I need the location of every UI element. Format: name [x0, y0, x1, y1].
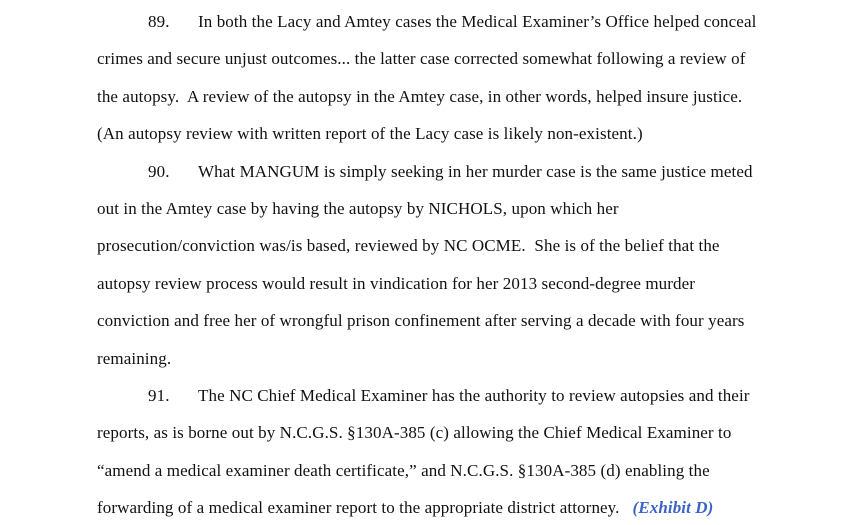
document-text-block — [97, 3, 762, 525]
document-line — [97, 489, 762, 525]
paragraph-text: In both the Lacy and Amtey cases the Medical Examiner’s Office helped conceal — [198, 12, 757, 31]
document-line: reports, as is borne out by N.C.G.S. §130A-385 (c) allowing the Chief Medical Examiner to — [97, 423, 732, 443]
document-line: out in the Amtey case by having the autopsy by NICHOLS, upon which her — [97, 198, 619, 218]
exhibit-d-link[interactable]: (Exhibit D) — [632, 498, 714, 518]
paragraph-number: 89. — [148, 12, 170, 31]
document-line: autopsy review process would result in vindication for her 2013 second-degree murder — [97, 273, 696, 293]
paragraph-text: forwarding of a medical examiner report to the appropriate district attorney. — [97, 498, 620, 518]
paragraph-91 — [97, 377, 762, 525]
paragraph-89 — [97, 3, 762, 153]
document-line — [97, 3, 762, 40]
paragraph-text: The NC Chief Medical Examiner has the authority to review autopsies and their — [198, 385, 750, 405]
document-line: “amend a medical examiner death certificate,” and N.C.G.S. §130A-385 (d) enabling the — [97, 460, 710, 480]
paragraph-number: 91. — [148, 385, 170, 405]
document-line — [97, 153, 762, 190]
paragraph-number: 90. — [148, 161, 170, 181]
document-line — [97, 377, 762, 414]
document-line: crimes and secure unjust outcomes... the latter case corrected somewhat following a review of — [97, 49, 746, 69]
document-line: prosecution/conviction was/is based, reviewed by NC OCME. She is of the belief that the — [97, 236, 720, 256]
document-line: the autopsy. A review of the autopsy in the Amtey case, in other words, helped insure justice. — [97, 86, 743, 106]
document-line: conviction and free her of wrongful prison confinement after serving a decade with four years — [97, 311, 745, 331]
paragraph-90 — [97, 153, 762, 377]
document-line: (An autopsy review with written report of the Lacy case is likely non-existent.) — [97, 124, 643, 144]
document-line: remaining. — [97, 348, 172, 368]
paragraph-text: What MANGUM is simply seeking in her murder case is the same justice meted — [198, 161, 753, 181]
